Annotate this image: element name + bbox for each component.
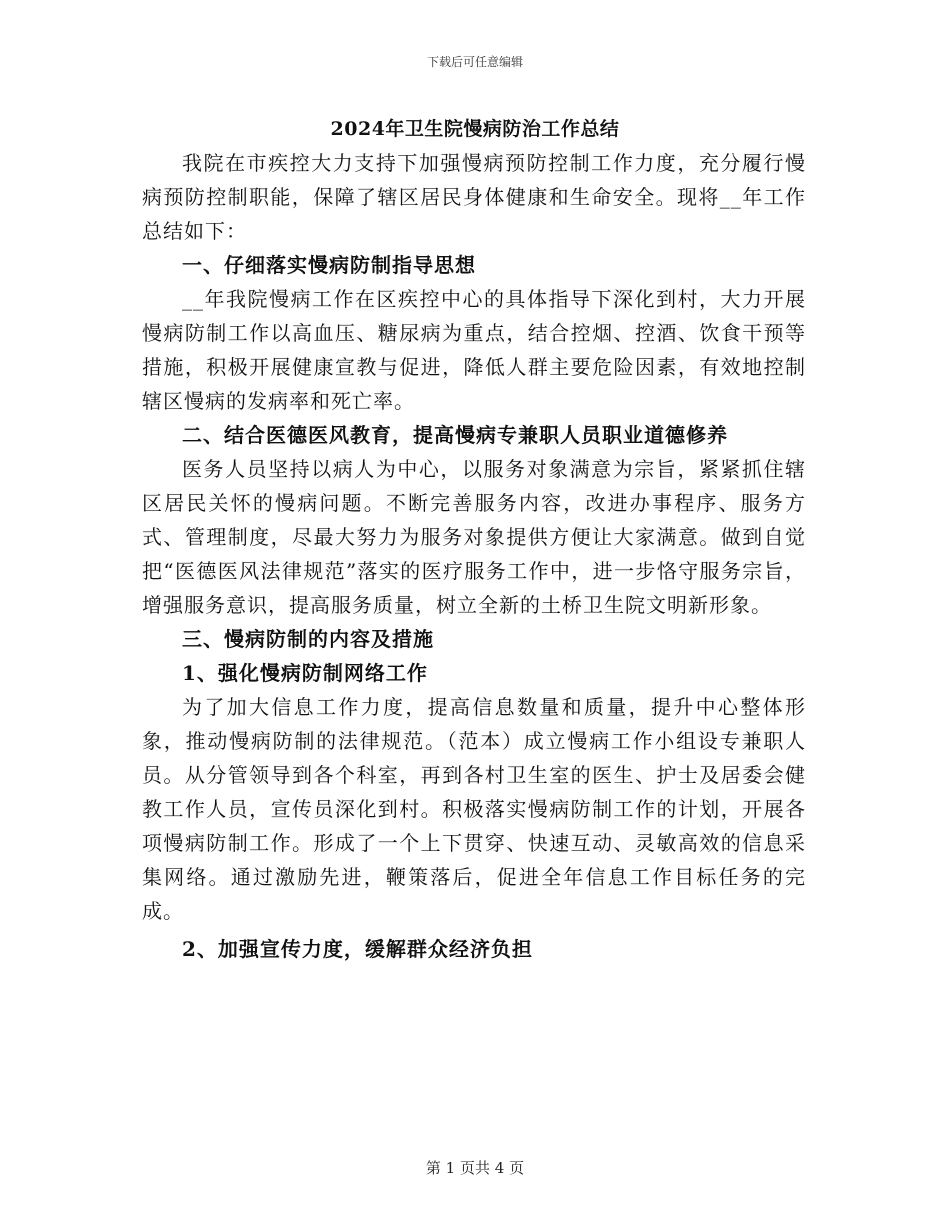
- subsection-1-paragraph: 为了加大信息工作力度，提高信息数量和质量，提升中心整体形象，推动慢病防制的法律规范。（范本）成立慢病工作小组设专兼职人员。从分管领导到各个科室，再到各村卫生室的医生、护士及居委会健教工作人员，宣传员深化到村。积极落实慢病防制工作的计划，开展各项慢病防制工作。形成了一个上下贯穿、快速互动、灵敏高效的信息采集网络。通过激励先进，鞭策落后，促进全年信息工作目标任务的完成。: [142, 695, 806, 923]
- section-1-heading: 一、仔细落实慢病防制指导思想: [182, 253, 476, 277]
- document-body: [142, 146, 806, 966]
- page-number: 第 1 页共 4 页: [425, 1159, 525, 1177]
- intro-paragraph: 我院在市疾控大力支持下加强慢病预防控制工作力度，充分履行慢病预防控制职能，保障了辖区居民身体健康和生命安全。现将__年工作总结如下：: [142, 151, 806, 243]
- section-2-heading: 二、结合医德医风教育，提高慢病专兼职人员职业道德修养: [182, 423, 728, 447]
- subsection-2-heading: 2、加强宣传力度，缓解群众经济负担: [182, 937, 533, 961]
- subsection-1-heading: 1、强化慢病防制网络工作: [182, 661, 428, 685]
- section-2-paragraph: 医务人员坚持以病人为中心，以服务对象满意为宗旨，紧紧抓住辖区居民关怀的慢病问题。不断完善服务内容，改进办事程序、服务方式、管理制度，尽最大努力为服务对象提供方便让大家满意。做到自觉把“医德医风法律规范”落实的医疗服务工作中，进一步恪守服务宗旨，增强服务意识，提高服务质量，树立全新的土桥卫生院文明新形象。: [142, 457, 806, 617]
- header-note: 下载后可任意编辑: [426, 55, 523, 69]
- document-title: 2024年卫生院慢病防治工作总结: [330, 118, 620, 140]
- section-3-heading: 三、慢病防制的内容及措施: [182, 627, 434, 651]
- section-1-paragraph: __年我院慢病工作在区疾控中心的具体指导下深化到村，大力开展慢病防制工作以高血压、糖尿病为重点，结合控烟、控酒、饮食干预等措施，积极开展健康宣教与促进，降低人群主要危险因素，有效地控制辖区慢病的发病率和死亡率。: [142, 287, 806, 413]
